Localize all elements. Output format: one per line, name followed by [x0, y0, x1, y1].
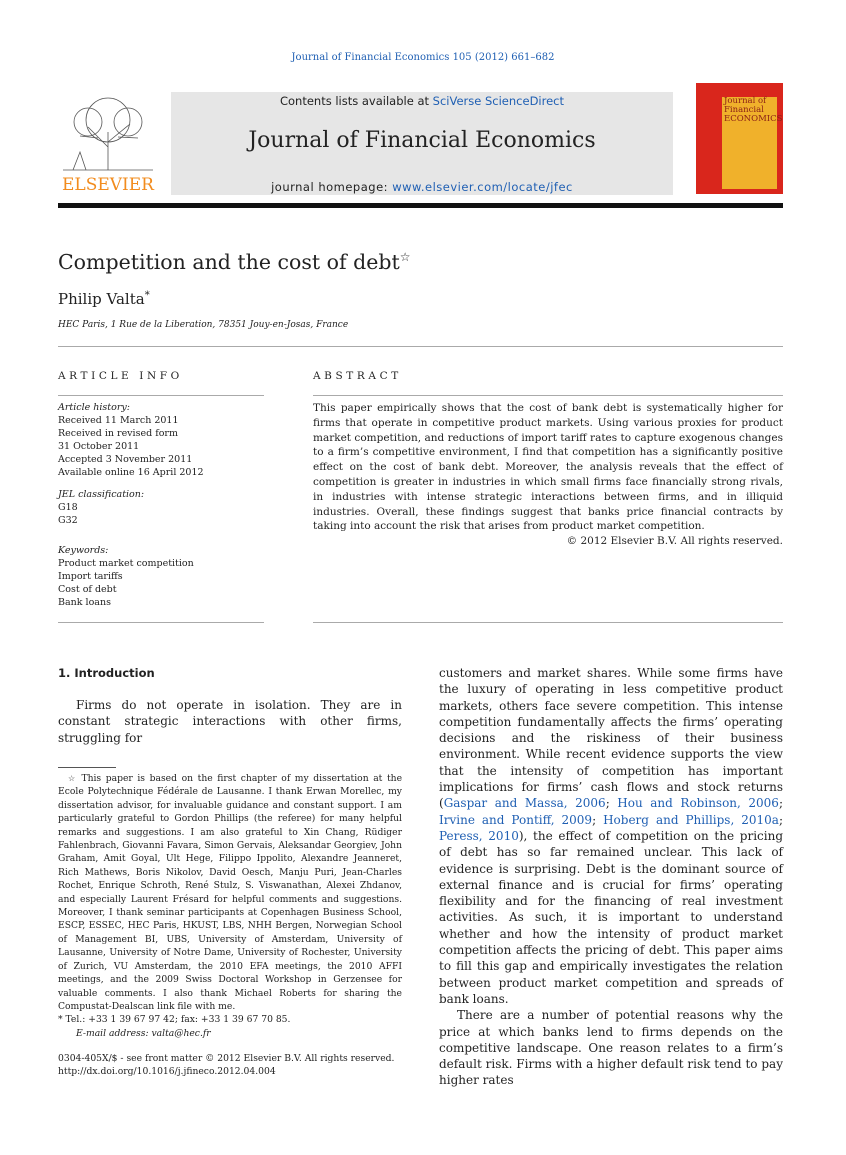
article-title-text: Competition and the cost of debt [58, 250, 400, 274]
citation-separator: ; [778, 812, 783, 827]
article-title [58, 250, 410, 274]
divider [58, 622, 264, 623]
citation-link[interactable]: Irvine and Pontiff, 2009 [439, 812, 593, 827]
history-item: 31 October 2011 [58, 441, 140, 452]
history-item: Accepted 3 November 2011 [58, 454, 193, 465]
citation-separator: ; [592, 812, 604, 827]
footnotes [58, 772, 402, 1040]
abstract-copyright: © 2012 Elsevier B.V. All rights reserved. [566, 535, 783, 547]
divider [313, 395, 783, 396]
journal-cover-thumbnail [696, 83, 783, 194]
history-item: Available online 16 April 2012 [58, 467, 204, 478]
paragraph: Firms do not operate in isolation. They are in constant strategic interactions with other firms, struggling for [58, 698, 402, 745]
issn-line: 0304-405X/$ - see front matter © 2012 Elsevier B.V. All rights reserved. [58, 1053, 395, 1064]
cover-title: Journal of Financial ECONOMICS [724, 96, 783, 124]
keywords [58, 544, 264, 609]
keywords-label: Keywords: [58, 545, 109, 556]
body-column-left [58, 697, 402, 746]
homepage-prefix: journal homepage: [271, 180, 393, 194]
contents-prefix: Contents lists available at [279, 94, 433, 108]
divider [58, 346, 783, 347]
contents-available [171, 94, 673, 108]
author [58, 290, 150, 308]
citation-separator: ; [778, 796, 783, 811]
keyword: Import tariffs [58, 571, 123, 582]
title-footnote-mark[interactable]: ☆ [399, 250, 411, 265]
jel-label: JEL classification: [58, 489, 145, 500]
history-label: Article history: [58, 402, 130, 413]
footnote-email[interactable]: E-mail address: valta@hec.fr [76, 1027, 211, 1039]
divider [58, 395, 264, 396]
history-item: Received in revised form [58, 428, 178, 439]
keyword: Product market competition [58, 558, 194, 569]
doi-link[interactable]: http://dx.doi.org/10.1016/j.jfineco.2012.04.004 [58, 1066, 276, 1078]
keyword: Cost of debt [58, 584, 117, 595]
paragraph: There are a number of potential reasons why the price at which banks lend to firms depends on the competitive landscape. One reason relates to a firm’s default risk. Firms with a higher default risk tend to pay higher rates [439, 1008, 783, 1088]
paragraph-text: ), the effect of competition on the pricing of debt has so far remained unclear. This lack of evidence is surprising. Debt is the dominant source of external finance and is crucial for firms’ operating flexibility and for the financing of real investment activities. As such, it is important to understand whether and how the intensity of product market competition affects the pricing of debt. This paper aims to fill this gap and empirically investigates the relation between product market competition and spreads of bank loans. [439, 828, 783, 1006]
jel-code: G18 [58, 502, 78, 513]
abstract-text: This paper empirically shows that the cost of bank debt is systematically higher for firms that operate in competitive product markets. Using various proxies for product market competition, and reductions of import tariff rates to capture exogenous changes to a firm’s competitive environment, I find that competition has a significantly positive effect on the cost of bank debt. Moreover, the analysis reveals that the effect of competition is greater in industries in which small firms face financially strong rivals, in industries with intense strategic interactions between firms, and in illiquid industries. Overall, these findings suggest that banks price financial contracts by taking into account the risk that arises from product market competition. [313, 402, 783, 533]
journal-reference-link[interactable]: Journal of Financial Economics 105 (2012) 661–682 [291, 52, 555, 63]
author-footnote-mark[interactable]: * [144, 290, 150, 301]
jel-code: G32 [58, 515, 78, 526]
history-item: Received 11 March 2011 [58, 415, 179, 426]
sciencedirect-link[interactable]: SciVerse ScienceDirect [432, 94, 565, 108]
citation-link[interactable]: Hoberg and Phillips, 2010a [603, 812, 779, 827]
body-column-right [439, 665, 783, 1089]
publisher-name: ELSEVIER [62, 175, 154, 195]
homepage-link[interactable]: www.elsevier.com/locate/jfec [392, 180, 573, 194]
divider [313, 622, 783, 623]
header-divider [58, 203, 783, 208]
jel-classification [58, 488, 264, 527]
citation-link[interactable]: Peress, 2010 [439, 828, 519, 843]
footnote-divider [58, 767, 116, 768]
article-info-heading: ARTICLE INFO [58, 370, 183, 382]
footnote-star-mark: ☆ [68, 774, 77, 783]
keyword: Bank loans [58, 597, 111, 608]
paragraph-text: customers and market shares. While some firms have the luxury of operating in less competitive product markets, others face severe competition. This intense competition fundamentally affects the firms’ operating decisions and the riskiness of their business environment. While recent evidence supports the view that the intensity of competition has important implications for firms’ cash flows and stock returns ( [439, 666, 783, 811]
citation-link[interactable]: Gaspar and Massa, 2006 [443, 796, 606, 811]
footnote-contact: * Tel.: +33 1 39 67 97 42; fax: +33 1 39 67 70 85. [58, 1014, 291, 1026]
abstract-heading: ABSTRACT [313, 370, 402, 382]
journal-title: Journal of Financial Economics [248, 128, 596, 153]
section-heading-introduction: 1. Introduction [58, 666, 155, 680]
publication-meta [58, 1052, 394, 1079]
article-history [58, 401, 264, 479]
citation-separator: ; [605, 796, 618, 811]
journal-homepage [171, 180, 673, 194]
affiliation: HEC Paris, 1 Rue de la Liberation, 78351 Jouy-en-Josas, France [58, 320, 349, 330]
elsevier-tree-logo [58, 92, 158, 198]
footnote-acknowledgements: This paper is based on the first chapter of my dissertation at the Ecole Polytechnique Fédérale de Lausanne. I thank Erwan Morellec, my dissertation advisor, for invaluable guidance and constant support. I am particularly grateful to Gordon Phillips (the referee) for many helpful remarks and suggestions. I am also grateful to Xin Chang, Rüdiger Fahlenbrach, Giovanni Favara, Simon Gervais, Aleksandar Georgiev, John Graham, Amit Goyal, Ult Hege, Filippo Ippolito, Alexandre Jeanneret, Rich Mathews, Boris Nikolov, David Oesch, Manju Puri, Jean-Charles Rochet, Enrique Schroth, René Stulz, S. Viswanathan, Alexei Zhdanov, and especially Laurent Frésard for helpful comments and suggestions. Moreover, I thank seminar participants at Copenhagen Business School, ESCP, ESSEC, HEC Paris, HKUST, LBS, NHH Bergen, Norwegian School of Management BI, UBS, University of Amsterdam, University of Lausanne, University of Notre Dame, University of Rochester, University of Zurich, VU Amsterdam, the 2010 EFA meetings, the 2010 AFFI meetings, and the 2009 Swiss Doctoral Workshop in Gerzensee for valuable comments. I also thank Michael Roberts for sharing the Compustat-Dealscan link file with me. [58, 773, 403, 1012]
citation-link[interactable]: Hou and Robinson, 2006 [617, 796, 779, 811]
author-name: Philip Valta [58, 290, 145, 308]
